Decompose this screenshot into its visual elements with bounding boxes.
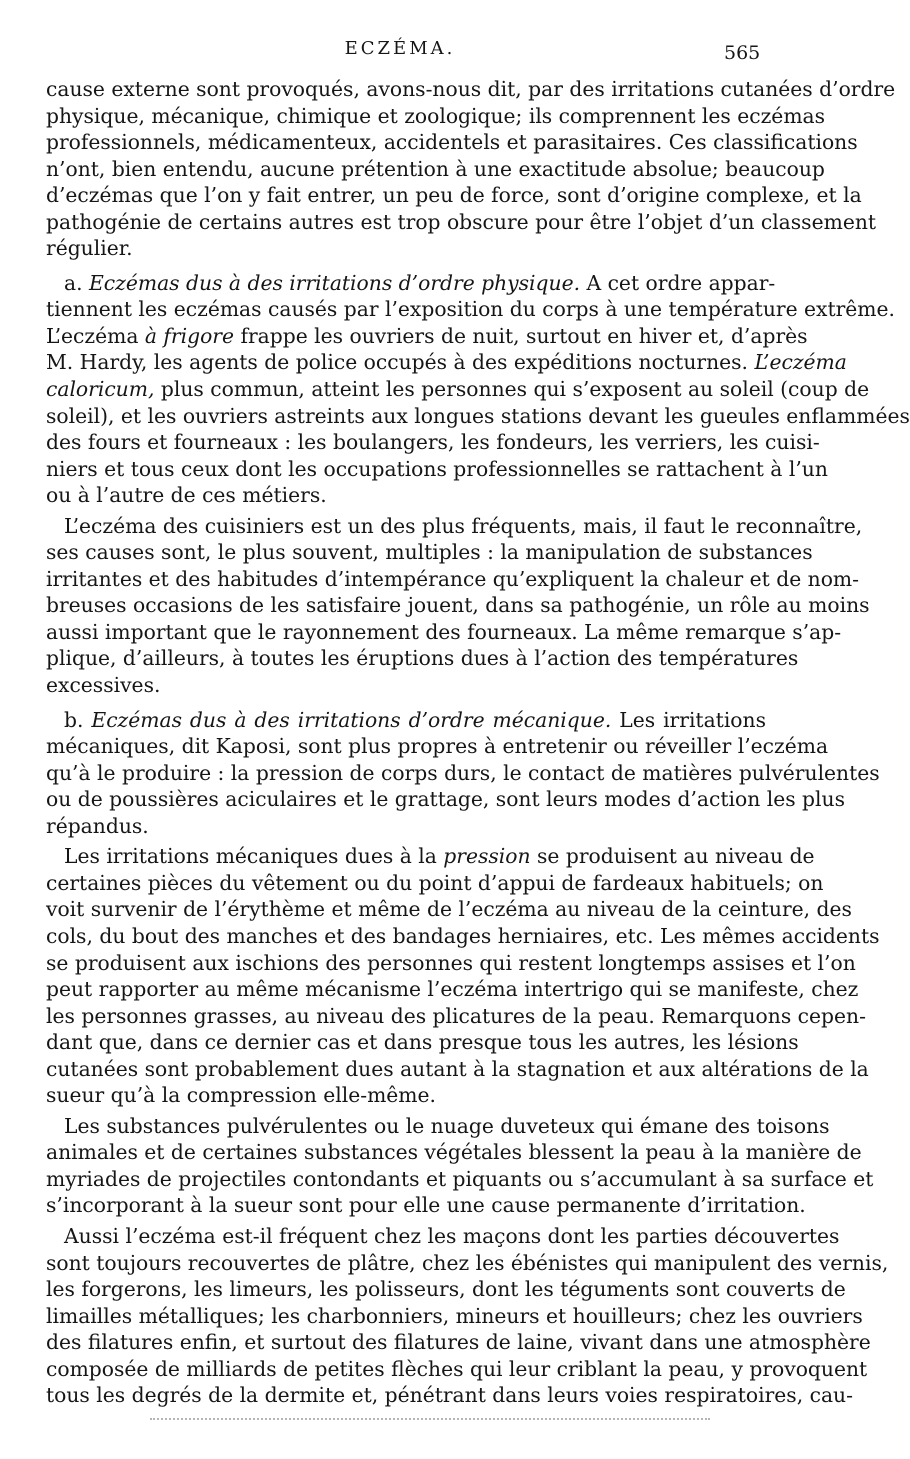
text-line: pathogénie de certains autres est trop obscure pour être l’objet d’un classement bbox=[46, 209, 877, 234]
text-line: breuses occasions de les satisfaire jouent, dans sa pathogénie, un rôle au moins bbox=[46, 593, 870, 618]
text-line: plique, d’ailleurs, à toutes les éruptions dues à l’action des températures bbox=[46, 646, 799, 671]
text-line: excessives. bbox=[46, 673, 161, 698]
text-line: ou à l’autre de ces métiers. bbox=[46, 483, 327, 508]
text-fragment: plus commun, atteint les personnes qui s’exposent au soleil (coup de bbox=[154, 377, 870, 402]
paragraph-macons bbox=[46, 1223, 889, 1409]
text-line: des filatures enfin, et surtout des filatures de laine, vivant dans une atmosphère bbox=[46, 1330, 871, 1355]
text-line: s’incorporant à la sueur sont pour elle une cause permanente d’irritation. bbox=[46, 1193, 806, 1218]
text-fragment: M. Hardy, les agents de police occupés à des expéditions nocturnes. bbox=[46, 350, 755, 375]
text-fragment: Les irritations mécaniques dues à la bbox=[64, 844, 444, 869]
text-fragment: se produisent au niveau de bbox=[530, 844, 815, 869]
latin-term: L’eczéma bbox=[754, 350, 847, 375]
emphasis-term: pression bbox=[443, 844, 531, 869]
text-line: répandus. bbox=[46, 813, 149, 838]
section-a-physique bbox=[46, 270, 910, 509]
paragraph-substances bbox=[46, 1113, 874, 1219]
text-fragment: frappe les ouvriers de nuit, surtout en hiver et, d’après bbox=[234, 323, 808, 348]
text-line: dant que, dans ce dernier cas et dans presque tous les autres, les lésions bbox=[46, 1030, 799, 1055]
text-line bbox=[46, 843, 815, 870]
running-title: ECZÉMA. bbox=[344, 38, 456, 59]
text-line: limailles métalliques; les charbonniers, mineurs et houilleurs; chez les ouvriers bbox=[46, 1303, 863, 1328]
body-text bbox=[46, 76, 910, 1409]
text-line: aussi important que le rayonnement des fourneaux. La même remarque s’ap- bbox=[46, 619, 842, 644]
text-line: Aussi l’eczéma est-il fréquent chez les maçons dont les parties découvertes bbox=[64, 1223, 840, 1248]
text-line bbox=[46, 323, 808, 350]
latin-term: caloricum, bbox=[46, 377, 155, 402]
text-line: d’eczémas que l’on y fait entrer, un peu de force, sont d’origine complexe, et la bbox=[46, 183, 862, 208]
text-line: cutanées sont probablement dues autant à la stagnation et aux altérations de la bbox=[46, 1056, 869, 1081]
text-line: cause externe sont provoqués, avons-nous dit, par des irritations cutanées d’ordre bbox=[46, 77, 896, 101]
text-line: voit survenir de l’érythème et même de l’eczéma au niveau de la ceinture, des bbox=[46, 897, 852, 922]
text-line: niers et tous ceux dont les occupations professionnelles se rattachent à l’un bbox=[46, 456, 828, 481]
text-line: L’eczéma des cuisiniers est un des plus fréquents, mais, il faut le reconnaître, bbox=[64, 513, 863, 538]
text-line bbox=[46, 349, 847, 376]
text-line: régulier. bbox=[46, 236, 133, 261]
paragraph-intro bbox=[46, 76, 896, 262]
text-line: animales et de certaines substances végétales blessent la peau à la manière de bbox=[46, 1140, 862, 1165]
text-line: professionnels, médicamenteux, accidentels et parasitaires. Ces classifications bbox=[46, 130, 858, 155]
text-line: tiennent les eczémas causés par l’exposition du corps à une température extrême. bbox=[46, 297, 895, 322]
text-line: peut rapporter au même mécanisme l’eczéma intertrigo qui se manifeste, chez bbox=[46, 977, 859, 1002]
section-b-mecanique bbox=[46, 707, 880, 840]
text-line: sont toujours recouvertes de plâtre, chez les ébénistes qui manipulent des vernis, bbox=[46, 1250, 889, 1275]
section-heading: Eczémas dus à des irritations d’ordre physique. bbox=[89, 270, 581, 295]
footer-rule bbox=[150, 1418, 710, 1424]
text-line: mécaniques, dit Kaposi, sont plus propres à entretenir ou réveiller l’eczéma bbox=[46, 734, 829, 759]
section-label: b. bbox=[64, 707, 84, 732]
text-line: certaines pièces du vêtement ou du point d’appui de fardeaux habituels; on bbox=[46, 870, 824, 895]
text-line: physique, mécanique, chimique et zoologique; ils comprennent les eczémas bbox=[46, 103, 826, 128]
text-line: sueur qu’à la compression elle-même. bbox=[46, 1083, 436, 1108]
paragraph-pression bbox=[46, 843, 880, 1108]
text-line: n’ont, bien entendu, aucune prétention à une exactitude absolue; beaucoup bbox=[46, 156, 825, 181]
running-header bbox=[0, 38, 800, 62]
text-line: myriades de projectiles contondants et piquants ou s’accumulant à sa surface et bbox=[46, 1166, 874, 1191]
text-line: qu’à le produire : la pression de corps durs, le contact de matières pulvérulentes bbox=[46, 760, 880, 785]
text-line: les forgerons, les limeurs, les polisseurs, dont les téguments sont couverts de bbox=[46, 1277, 846, 1302]
section-heading: Eczémas dus à des irritations d’ordre mécanique. bbox=[91, 707, 612, 732]
text-line: se produisent aux ischions des personnes qui restent longtemps assises et l’on bbox=[46, 950, 856, 975]
text-fragment: L’eczéma bbox=[46, 323, 145, 348]
section-heading-line bbox=[46, 707, 766, 734]
section-label: a. bbox=[64, 270, 83, 295]
text-line: tous les degrés de la dermite et, pénétrant dans leurs voies respiratoires, cau- bbox=[46, 1383, 853, 1408]
text-line: ou de poussières aciculaires et le grattage, sont leurs modes d’action les plus bbox=[46, 787, 845, 812]
text-line: Les substances pulvérulentes ou le nuage duveteux qui émane des toisons bbox=[64, 1113, 830, 1138]
text-line: irritantes et des habitudes d’intempérance qu’expliquent la chaleur et de nom- bbox=[46, 566, 860, 591]
page-number: 565 bbox=[724, 42, 761, 64]
text-line: cols, du bout des manches et des bandages herniaires, etc. Les mêmes accidents bbox=[46, 923, 880, 948]
text-line: ses causes sont, le plus souvent, multiples : la manipulation de substances bbox=[46, 540, 813, 565]
text-line: composée de milliards de petites flèches qui leur criblant la peau, y provoquent bbox=[46, 1356, 868, 1381]
section-heading-line bbox=[46, 270, 776, 297]
text-line: des fours et fourneaux : les boulangers, les fondeurs, les verriers, les cuisi- bbox=[46, 430, 820, 455]
paragraph-cuisiniers bbox=[46, 513, 870, 699]
text-line bbox=[46, 376, 870, 403]
text-fragment: Les irritations bbox=[619, 707, 766, 732]
latin-term: à frigore bbox=[144, 323, 234, 348]
text-line: les personnes grasses, au niveau des plicatures de la peau. Remarquons cepen- bbox=[46, 1003, 866, 1028]
text-fragment: A cet ordre appar- bbox=[586, 270, 776, 295]
text-line: soleil), et les ouvriers astreints aux longues stations devant les gueules enflammées bbox=[46, 403, 910, 428]
